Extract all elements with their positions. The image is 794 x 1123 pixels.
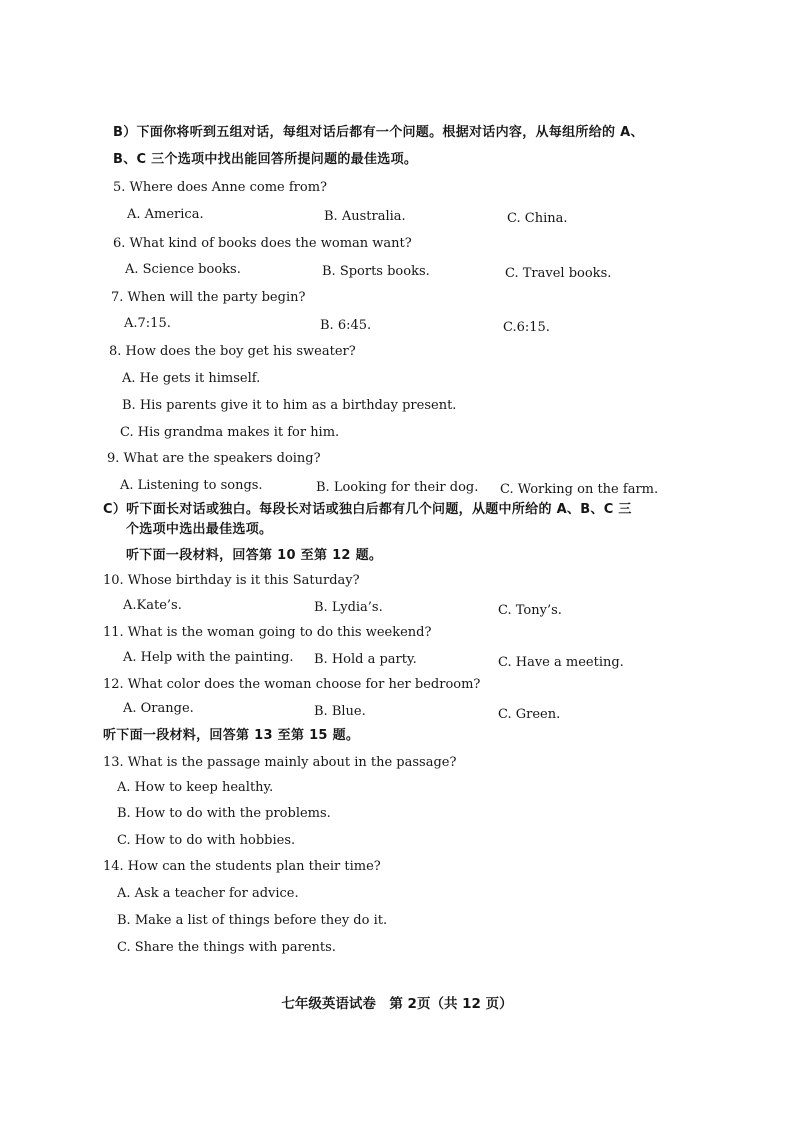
question-10: 10. Whose birthday is it this Saturday? <box>103 573 360 588</box>
question-13-option-c: C. How to do with hobbies. <box>117 833 296 848</box>
question-12-option-a: A. Orange. <box>123 701 194 716</box>
question-10-option-a: A.Kate’s. <box>123 598 182 613</box>
section-c-instruction-line-2: 个选项中选出最佳选项。 <box>126 522 273 537</box>
question-9-option-c: C. Working on the farm. <box>500 482 659 497</box>
question-6-option-a: A. Science books. <box>125 262 241 277</box>
material-heading-10-12: 听下面一段材料，回答第 10 至第 12 题。 <box>126 548 383 563</box>
question-14-option-c: C. Share the things with parents. <box>117 940 336 955</box>
question-6-option-b: B. Sports books. <box>322 264 430 279</box>
question-13-option-b: B. How to do with the problems. <box>117 806 331 821</box>
question-10-option-b: B. Lydia’s. <box>314 600 383 615</box>
question-14: 14. How can the students plan their time? <box>103 859 381 874</box>
question-9-option-a: A. Listening to songs. <box>120 478 263 493</box>
question-14-option-a: A. Ask a teacher for advice. <box>117 886 299 901</box>
question-9: 9. What are the speakers doing? <box>107 451 321 466</box>
question-5-option-a: A. America. <box>127 207 204 222</box>
question-12-option-c: C. Green. <box>498 707 561 722</box>
question-14-option-b: B. Make a list of things before they do it. <box>117 913 388 928</box>
question-8-option-c: C. His grandma makes it for him. <box>120 425 340 440</box>
question-9-option-b: B. Looking for their dog. <box>316 480 479 495</box>
question-13-option-a: A. How to keep healthy. <box>117 780 274 795</box>
section-c-instruction-line-1: C）听下面长对话或独白。每段长对话或独白后都有几个问题，从题中所给的 A、B、C 三 <box>103 502 632 517</box>
question-8-option-b: B. His parents give it to him as a birthday present. <box>122 398 457 413</box>
question-8: 8. How does the boy get his sweater? <box>109 344 356 359</box>
question-10-option-c: C. Tony’s. <box>498 603 562 618</box>
question-6: 6. What kind of books does the woman want? <box>113 236 412 251</box>
question-7-option-c: C.6:15. <box>503 320 550 335</box>
question-12: 12. What color does the woman choose for her bedroom? <box>103 677 481 692</box>
question-8-option-a: A. He gets it himself. <box>122 371 261 386</box>
question-11-option-c: C. Have a meeting. <box>498 655 624 670</box>
question-11: 11. What is the woman going to do this weekend? <box>103 625 432 640</box>
section-b-instruction-line-1: B）下面你将听到五组对话，每组对话后都有一个问题。根据对话内容，从每组所给的 A、 <box>113 125 644 140</box>
question-13: 13. What is the passage mainly about in the passage? <box>103 755 457 770</box>
question-6-option-c: C. Travel books. <box>505 266 612 281</box>
question-5-option-c: C. China. <box>507 211 568 226</box>
material-heading-13-15: 听下面一段材料，回答第 13 至第 15 题。 <box>103 728 360 743</box>
page-footer: 七年级英语试卷 第 2页（共 12 页） <box>281 996 513 1012</box>
question-11-option-a: A. Help with the painting. <box>123 650 294 665</box>
section-b-instruction-line-2: B、C 三个选项中找出能回答所提问题的最佳选项。 <box>113 152 418 167</box>
question-7: 7. When will the party begin? <box>111 290 306 305</box>
question-5: 5. Where does Anne come from? <box>113 180 328 195</box>
question-11-option-b: B. Hold a party. <box>314 652 417 667</box>
question-7-option-a: A.7:15. <box>124 316 171 331</box>
question-7-option-b: B. 6:45. <box>320 318 372 333</box>
question-12-option-b: B. Blue. <box>314 704 366 719</box>
question-5-option-b: B. Australia. <box>324 209 406 224</box>
